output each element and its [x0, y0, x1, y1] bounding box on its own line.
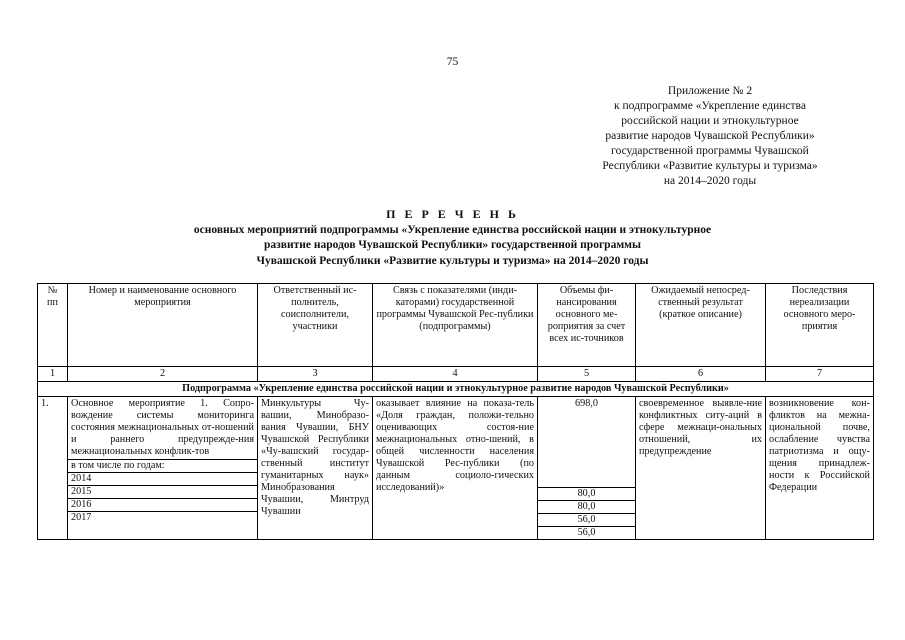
by-years-label: в том числе по годам:	[68, 459, 257, 472]
funding-total: 698,0	[575, 398, 598, 409]
column-number: 7	[766, 367, 874, 382]
appendix-line: Республики «Развитие культуры и туризма»	[602, 160, 818, 172]
page-number: 75	[446, 56, 459, 68]
subprogram-row	[38, 382, 874, 397]
header-cell: № пп	[38, 284, 68, 367]
table-header-row	[38, 284, 874, 367]
column-number-row	[38, 367, 874, 382]
year-label: 2015	[68, 485, 257, 498]
measure-name-cell	[68, 397, 258, 540]
column-number: 3	[258, 367, 373, 382]
indicator-cell: оказывает влияние на показа-тель «Доля граждан, положи-тельно оценивающих состоя-ние межнациональных отно-шений, в общей численности населения Чувашской Рес-публики (по данным социоло-гических исследований)»	[373, 397, 538, 540]
year-label: 2017	[68, 511, 257, 524]
appendix-line: российской нации и этнокультурное	[621, 115, 799, 127]
header-cell: Объемы фи-нансирования основного ме-роприятия за счет всех ис-точников	[538, 284, 636, 367]
header-cell: Связь с показателями (инди-каторами) государственной программы Чувашской Рес-публики (подпрограммы)	[373, 284, 538, 367]
appendix-line: Приложение № 2	[667, 85, 753, 97]
year-label: 2014	[68, 472, 257, 485]
column-number: 2	[68, 367, 258, 382]
result-cell: своевременное выявле-ние конфликтных ситу-аций в сфере межнаци-ональных отношений, их предупреждение	[636, 397, 766, 540]
subprogram-title: Подпрограмма «Укрепление единства российской нации и этнокультурное развитие народов Чувашской Республики»	[38, 382, 874, 397]
column-number: 4	[373, 367, 538, 382]
title-line: Чувашской Республики «Развитие культуры и туризма» на 2014–2020 годы	[256, 254, 649, 267]
appendix-line: развитие народов Чувашской Республики»	[605, 130, 815, 142]
funding-year: 80,0	[538, 500, 635, 513]
funding-year: 56,0	[538, 513, 635, 526]
column-number: 1	[38, 367, 68, 382]
appendix-line: государственной программы Чувашской	[611, 145, 809, 157]
year-label: 2016	[68, 498, 257, 511]
executors-cell: Минкультуры Чу-вашии, Минобразо-вания Чувашии, БНУ Чувашской Республики «Чу-вашский государ-ственный институт гуманитарных наук» Минобразования Чувашии, Минтруд Чувашии	[258, 397, 373, 540]
header-cell: Номер и наименование основного мероприятия	[68, 284, 258, 367]
column-number: 6	[636, 367, 766, 382]
funding-year: 56,0	[538, 526, 635, 539]
header-cell: Ожидаемый непосред-ственный результат (краткое описание)	[636, 284, 766, 367]
row-number: 1.	[38, 397, 68, 540]
appendix-line: к подпрограмме «Укрепление единства	[614, 100, 806, 112]
funding-cell	[538, 397, 636, 540]
header-cell: Ответственный ис-полнитель, соисполнители, участники	[258, 284, 373, 367]
funding-year: 80,0	[538, 487, 635, 500]
document-title	[80, 207, 825, 269]
appendix-header	[560, 84, 860, 189]
measure-name: Основное мероприятие 1. Сопро-вождение системы мониторинга состояния межнациональных от-ношений и раннего предупрежде-ния межнациональных конфлик-тов	[71, 398, 254, 457]
title-line: основных мероприятий подпрограммы «Укрепление единства российской нации и этнокультурное	[193, 223, 712, 236]
title-line: развитие народов Чувашской Республики» государственной программы	[264, 239, 641, 251]
header-cell: Последствия нереализации основного меро-приятия	[766, 284, 874, 367]
table-row	[38, 397, 874, 540]
measures-table	[37, 283, 874, 540]
consequences-cell: возникновение кон-фликтов на межна-циональной почве, ослабление чувства патриотизма и ощу-щения принадлеж-ности к Российской Федерации	[766, 397, 874, 540]
title-heading: П Е Р Е Ч Е Н Ь	[386, 207, 519, 221]
appendix-line: на 2014–2020 годы	[663, 175, 757, 187]
column-number: 5	[538, 367, 636, 382]
